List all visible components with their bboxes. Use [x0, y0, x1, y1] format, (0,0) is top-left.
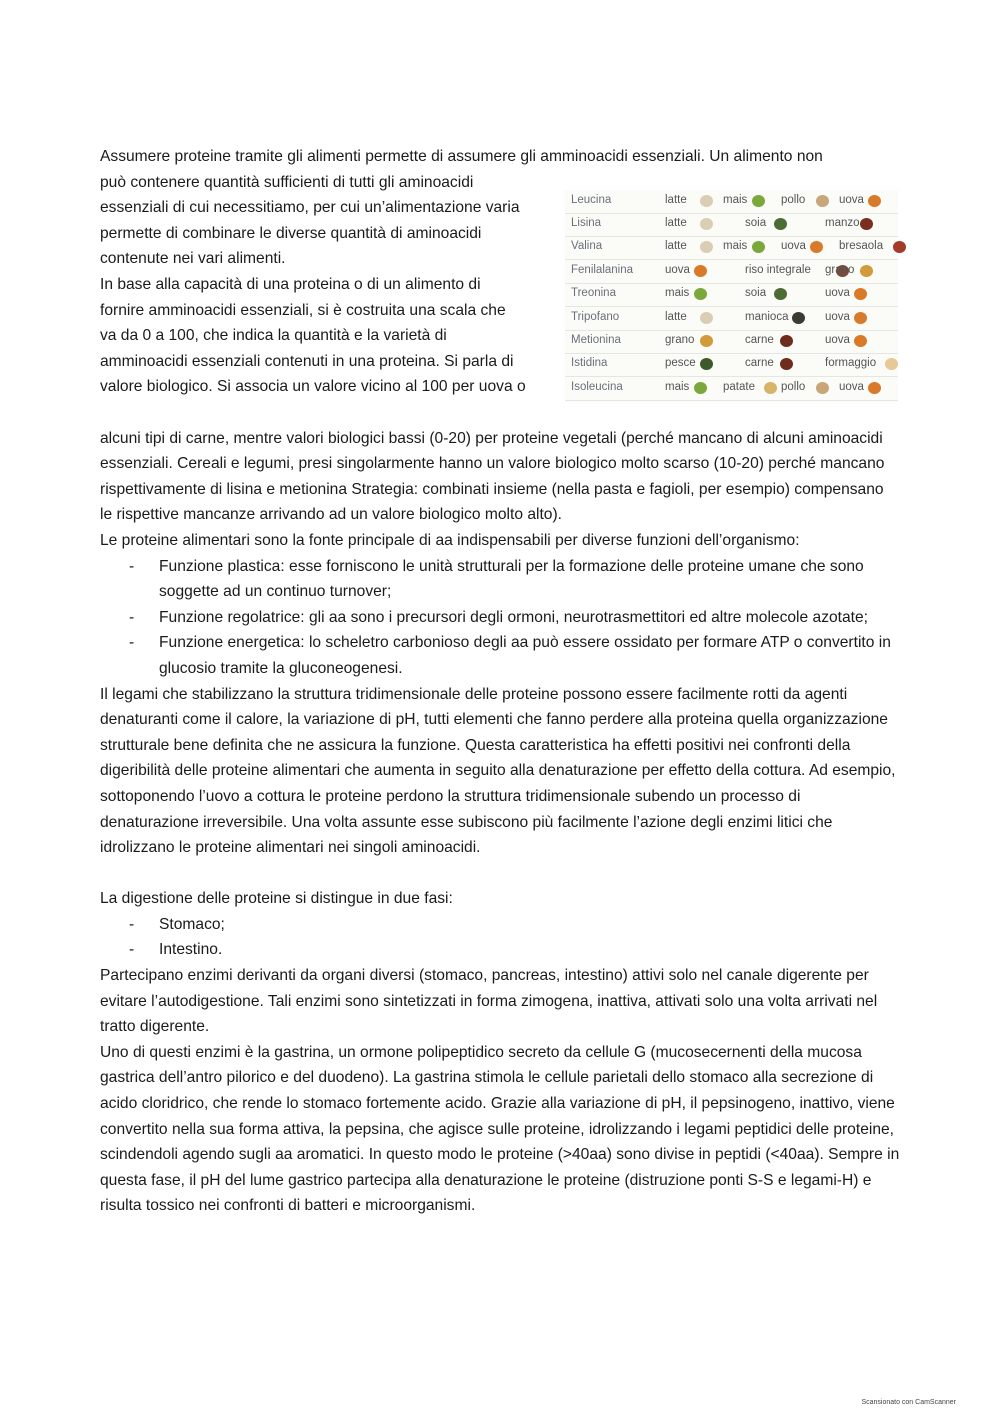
- food-label: pesce: [665, 357, 696, 370]
- intro-wrap-block: [100, 170, 900, 426]
- food-label: manioca: [745, 310, 789, 323]
- food-label: carne: [745, 357, 774, 370]
- food-picture-icon: [854, 312, 867, 324]
- list-item: - Stomaco;: [129, 915, 225, 933]
- intro-wrap-line: fornire amminoacidi essenziali, si è costruita una scala che: [100, 301, 506, 319]
- table-row: [565, 353, 898, 377]
- intro-wrap-line: va da 0 a 100, che indica la quantità e la varietà di: [100, 327, 447, 345]
- digestion-phases-list: [100, 912, 900, 963]
- food-label: uova: [825, 287, 850, 300]
- table-row: [565, 213, 898, 237]
- table-row: [565, 377, 898, 401]
- food-picture-icon: [854, 288, 867, 300]
- table-row: [565, 190, 898, 214]
- list-item: - Funzione energetica: lo scheletro carbonioso degli aa può essere ossidato per formare ATP o convertito in glucosio tramite la gluconeogenesi.: [129, 634, 891, 677]
- food-label: grano: [825, 263, 855, 276]
- scanner-footer: Scansionato con CamScanner: [861, 1399, 956, 1406]
- food-label: uova: [825, 333, 850, 346]
- food-label: pollo: [781, 193, 806, 206]
- food-picture-icon: [816, 195, 829, 207]
- intro-wrap-line: permette di combinare le diverse quantità di aminoacidi: [100, 224, 482, 242]
- amino-acid-name: Istidina: [571, 357, 608, 370]
- food-label: uova: [839, 193, 864, 206]
- intro-paragraph-rest: alcuni tipi di carne, mentre valori biologici bassi (0-20) per proteine vegetali (perché mancano di alcuni aminoacidi essenziali. Cereali e legumi, presi singolarmente hanno un valore biologico molto scarso (10-20) perché mancano rispettivamente di lisina e metionina Strategia: combinati insieme (nella pasta e fagioli, per esempio) compensano le rispettive mancanze arrivando ad un valore biologico molto alto).: [100, 429, 885, 524]
- food-label: uova: [839, 380, 864, 393]
- food-label: latte: [665, 240, 687, 253]
- food-picture-icon: [700, 241, 713, 253]
- food-label: mais: [723, 240, 748, 253]
- food-label: soia: [745, 287, 767, 300]
- food-picture-icon: [816, 382, 829, 394]
- amino-acid-name: Metionina: [571, 333, 621, 346]
- amino-acid-name: Isoleucina: [571, 380, 623, 393]
- food-picture-icon: [764, 382, 777, 394]
- food-picture-icon: [868, 382, 881, 394]
- food-picture-icon: [700, 358, 713, 370]
- food-picture-icon: [774, 288, 787, 300]
- food-picture-icon: [694, 382, 707, 394]
- intro-wrap-line: essenziali di cui necessitiamo, per cui un’alimentazione varia: [100, 199, 520, 217]
- food-picture-icon: [780, 335, 793, 347]
- table-row: [565, 236, 898, 260]
- food-label: pollo: [781, 380, 806, 393]
- intro-wrap-line: amminoacidi essenziali contenuti in una proteina. Si parla di: [100, 352, 514, 370]
- amino-acid-name: Fenilalanina: [571, 263, 634, 276]
- amino-acid-name: Treonina: [571, 287, 616, 300]
- food-picture-icon: [860, 218, 873, 230]
- gastrin-paragraph: Uno di questi enzimi è la gastrina, un ormone polipeptidico secreto da cellule G (mucosecernenti della mucosa gastrica dell’antro pilorico e del duodeno). La gastrina stimola le cellule parietali dello stomaco alla secrezione di acido cloridrico, che rende lo stomaco fortemente acido. Grazie alla variazione di pH, il pepsinogeno, inattivo, viene convertito nella sua forma attiva, la pepsina, che agisce sulle proteine, idrolizzando i legami peptidici delle proteine, scindendoli agendo sugli aa aromatici. In questo modo le proteine (>40aa) sono divise in peptidi (<40aa). Sempre in questa fase, il pH del lume gastrico partecipa alla denaturazione le proteine (distruzione ponti S-S e legami-H) e risulta tossico nei confronti di batteri e microorganismi.: [100, 1043, 900, 1215]
- intro-wrap-line: In base alla capacità di una proteina o di un alimento di: [100, 275, 481, 293]
- amino-acid-name: Lisina: [571, 216, 602, 229]
- list-item: - Funzione regolatrice: gli aa sono i precursori degli ormoni, neurotrasmettitori ed altre molecole azotate;: [129, 608, 869, 626]
- amino-acid-food-table: [565, 190, 898, 402]
- food-picture-icon: [885, 358, 898, 370]
- food-label: carne: [745, 333, 774, 346]
- denaturation-paragraph: Il legami che stabilizzano la struttura tridimensionale delle proteine possono essere facilmente rotti da agenti denaturanti come il calore, la variazione di pH, tutti elementi che fanno perdere alla proteina quella organizzazione strutturale bene definita che ne assicura la funzione. Questa caratteristica ha effetti positivi nei confronti della digeribilità delle proteine alimentari che aumenta in seguito alla denaturazione per effetto della cottura. Ad esempio, sottoponendo l’uovo a cottura le proteine perdono la struttura tridimensionale subendo un processo di denaturazione irreversibile. Una volta assunte esse subiscono più facilmente l’azione degli enzimi litici che idrolizzano le proteine alimentari nei singoli aminoacidi.: [100, 685, 896, 857]
- functions-intro: Le proteine alimentari sono la fonte principale di aa indispensabili per diverse funzioni dell’organismo:: [100, 531, 800, 549]
- food-picture-icon: [854, 335, 867, 347]
- intro-wrap-line: può contenere quantità sufficienti di tutti gli aminoacidi: [100, 173, 474, 191]
- food-picture-icon: [868, 195, 881, 207]
- food-picture-icon: [700, 195, 713, 207]
- food-picture-icon: [792, 312, 805, 324]
- intro-wrapped-text: [100, 170, 552, 400]
- food-label: latte: [665, 310, 687, 323]
- document-page: [100, 144, 900, 1219]
- list-item: - Funzione plastica: esse forniscono le unità strutturali per la formazione delle proteine umane che sono soggette ad un continuo turnover;: [129, 557, 864, 601]
- table-row: [565, 283, 898, 307]
- digestion-intro: La digestione delle proteine si distingue in due fasi:: [100, 890, 453, 908]
- food-picture-icon: [780, 358, 793, 370]
- food-picture-icon: [752, 195, 765, 207]
- food-label: latte: [665, 216, 687, 229]
- table-row: [565, 330, 898, 354]
- amino-acid-name: Tripofano: [571, 310, 620, 323]
- food-label: riso integrale: [745, 263, 811, 276]
- food-picture-icon: [700, 312, 713, 324]
- intro-wrap-line: valore biologico. Si associa un valore vicino al 100 per uova o: [100, 378, 526, 396]
- food-label: mais: [723, 193, 748, 206]
- food-picture-icon: [810, 241, 823, 253]
- food-label: grano: [665, 333, 695, 346]
- food-label: mais: [665, 287, 690, 300]
- food-picture-icon: [700, 335, 713, 347]
- food-label: patate: [723, 380, 755, 393]
- food-label: formaggio: [825, 357, 877, 370]
- food-label: latte: [665, 193, 687, 206]
- amino-acid-name: Leucina: [571, 193, 612, 206]
- food-picture-icon: [860, 265, 873, 277]
- table-row: [565, 260, 898, 284]
- intro-wrap-line: contenute nei vari alimenti.: [100, 250, 286, 268]
- food-label: bresaola: [839, 240, 884, 253]
- food-picture-icon: [694, 288, 707, 300]
- list-item: - Intestino.: [129, 941, 223, 959]
- food-picture-icon: [774, 218, 787, 230]
- food-picture-icon: [752, 241, 765, 253]
- intro-first-line: Assumere proteine tramite gli alimenti permette di assumere gli amminoacidi essenziali. Un alimento non: [100, 148, 823, 165]
- food-picture-icon: [694, 265, 707, 277]
- amino-acid-name: Valina: [571, 240, 603, 253]
- food-label: manzo: [825, 216, 860, 229]
- food-picture-icon: [893, 241, 906, 253]
- food-label: uova: [781, 240, 806, 253]
- table-row: [565, 307, 898, 331]
- food-label: uova: [665, 263, 690, 276]
- enzymes-paragraph: Partecipano enzimi derivanti da organi diversi (stomaco, pancreas, intestino) attivi solo nel canale digerente per evitare l’autodigestione. Tali enzimi sono sintetizzati in forma zimogena, inattiva, attivati solo una volta arrivati nel tratto digerente.: [100, 967, 878, 1036]
- food-label: uova: [825, 310, 850, 323]
- functions-list: [100, 554, 900, 682]
- food-picture-icon: [700, 218, 713, 230]
- food-label: mais: [665, 380, 690, 393]
- food-label: soia: [745, 216, 767, 229]
